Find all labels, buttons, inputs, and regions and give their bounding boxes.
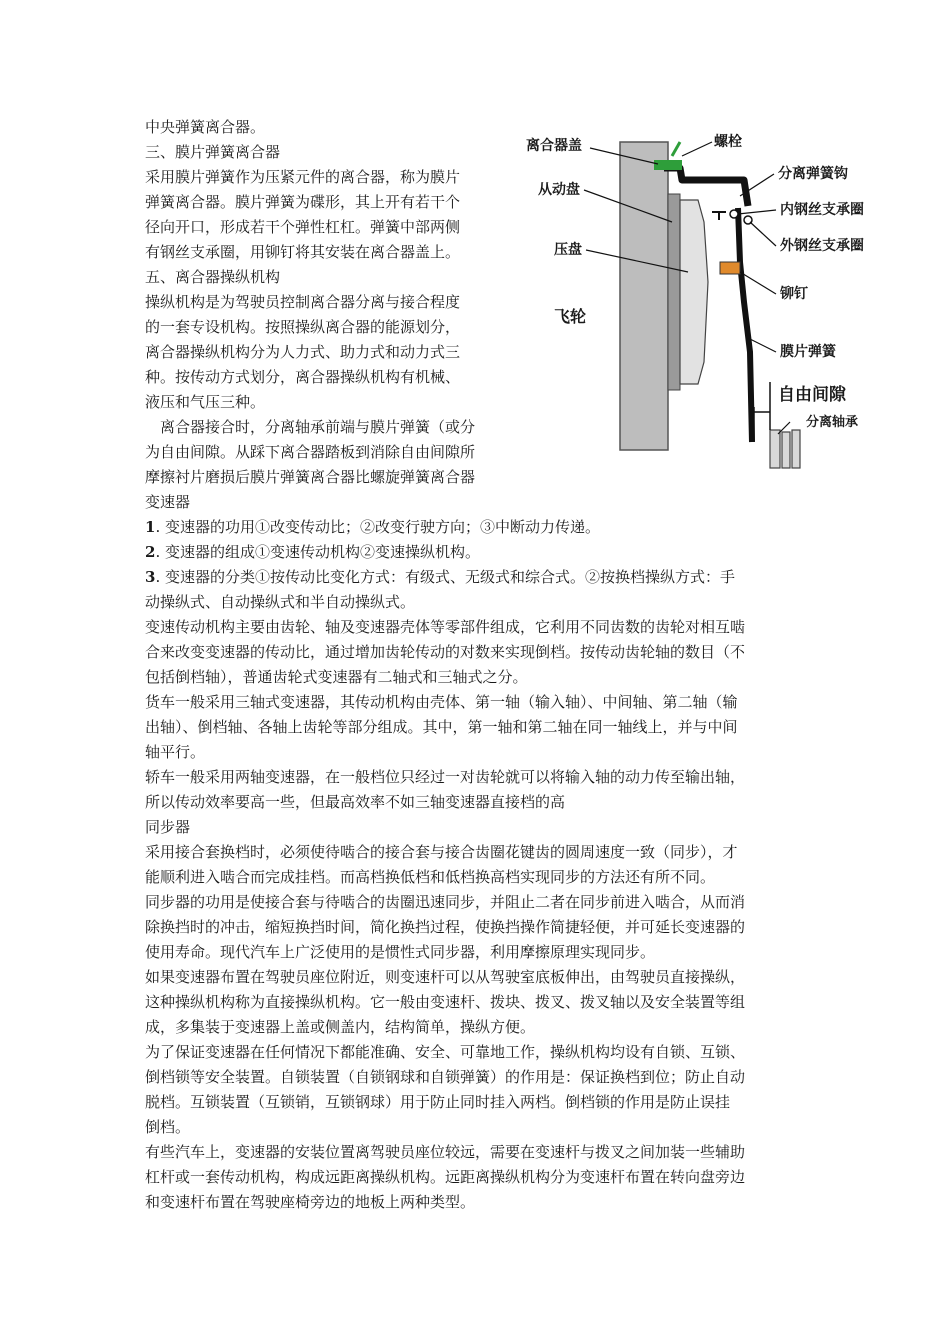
text-line: 货车一般采用三轴式变速器，其传动机构由壳体、第一轴（输入轴）、中间轴、第二轴（输	[145, 693, 738, 711]
text-line: 所以传动效率要高一些，但最高效率不如三轴变速器直接档的高	[145, 793, 566, 811]
text-line: 种。按传动方式划分，离合器操纵机构有机械、	[145, 368, 461, 386]
item-text: . 变速器的功用①改变传动比；②改变行驶方向；③中断动力传递。	[155, 518, 600, 536]
text-line: 的一套专设机构。按照操纵离合器的能源划分，	[145, 318, 461, 336]
section-heading: 变速器	[145, 493, 191, 511]
text-line: 有钢丝支承圈，用铆钉将其安装在离合器盖上。	[145, 243, 461, 261]
release-bearing-shape	[770, 430, 780, 468]
text-line: 操纵机构是为驾驶员控制离合器分离与接合程度	[145, 293, 461, 311]
clutch-diagram-svg	[512, 112, 890, 480]
text-line: 包括倒档轴），普通齿轮式变速器有二轴式和三轴式之分。	[145, 668, 528, 686]
text-line: 动操纵式、自动操纵式和半自动操纵式。	[145, 593, 416, 611]
text-line: 使用寿命。现代汽车上广泛使用的是惯性式同步器，利用摩擦原理实现同步。	[145, 943, 656, 961]
label-release-bearing: 分离轴承	[806, 415, 859, 430]
label-flywheel: 飞轮	[554, 307, 587, 326]
text-line: 弹簧离合器。膜片弹簧为碟形，其上开有若干个	[145, 193, 461, 211]
text-line: 变速传动机构主要由齿轮、轴及变速器壳体等零部件组成，它利用不同齿数的齿轮对相互啮	[145, 618, 746, 636]
item-text: . 变速器的分类①按传动比变化方式：有级式、无级式和综合式。②按换档操纵方式：手	[155, 568, 735, 586]
flywheel-shape	[620, 142, 668, 450]
numbered-item	[145, 566, 735, 588]
label-pressure-plate: 压盘	[554, 242, 582, 258]
label-inner-ring: 内钢丝支承圈	[780, 202, 864, 218]
text-line: 成，多集装于变速器上盖或侧盖内，结构简单，操纵方便。	[145, 1018, 536, 1036]
text-line: 同步器的功用是使接合套与待啮合的齿圈迅速同步，并阻止二者在同步前进入啮合，从而消	[145, 893, 746, 911]
numbered-item	[145, 541, 480, 563]
label-release-hook: 分离弹簧钩	[778, 166, 848, 182]
label-rivet: 铆钉	[780, 286, 808, 302]
text-line: 采用接合套换档时，必须使待啮合的接合套与接合齿圈花键齿的圆周速度一致（同步），才	[145, 843, 738, 861]
text-line: 轴平行。	[145, 743, 206, 761]
section-heading: 同步器	[145, 818, 191, 836]
text-line: 轿车一般采用两轴变速器，在一般档位只经过一对齿轮就可以将输入轴的动力传至输出轴，	[145, 768, 746, 786]
label-cover: 离合器盖	[526, 138, 582, 154]
section-heading: 五、离合器操纵机构	[145, 268, 281, 286]
text-line: 倒档锁等安全装置。自锁装置（自锁钢球和自锁弹簧）的作用是：保证换档到位；防止自动	[145, 1068, 746, 1086]
text-line: 出轴）、倒档轴、各轴上齿轮等部分组成。其中，第一轴和第二轴在同一轴线上，并与中间	[145, 718, 738, 736]
numbered-item	[145, 516, 600, 538]
text-line: 离合器接合时，分离轴承前端与膜片弹簧（或分	[160, 418, 476, 436]
pressure-plate-shape	[680, 200, 708, 384]
text-line: 径向开口，形成若干个弹性杠杠。弹簧中部两侧	[145, 218, 461, 236]
text-line: 脱档。互锁装置（互锁销，互锁钢球）用于防止同时挂入两档。倒档锁的作用是防止误挂	[145, 1093, 731, 1111]
label-free-gap: 自由间隙	[778, 385, 846, 405]
text-line: 能顺利进入啮合而完成挂档。而高档换低档和低档换高档实现同步的方法还有所不同。	[145, 868, 716, 886]
label-bolt: 螺栓	[714, 134, 742, 150]
bolt-shape	[654, 160, 682, 170]
text-line: 为自由间隙。从踩下离合器踏板到消除自由间隙所	[145, 443, 476, 461]
label-driven-disc: 从动盘	[538, 182, 580, 198]
item-number: 3	[145, 568, 156, 586]
text-line: 有些汽车上，变速器的安装位置离驾驶员座位较远，需要在变速杆与拨叉之间加装一些辅助	[145, 1143, 746, 1161]
label-diaphragm: 膜片弹簧	[780, 344, 836, 360]
text-line: 摩擦衬片磨损后膜片弹簧离合器比螺旋弹簧离合器	[145, 468, 476, 486]
text-line: 倒档。	[145, 1118, 191, 1136]
section-heading: 三、膜片弹簧离合器	[145, 143, 281, 161]
text-line: 采用膜片弹簧作为压紧元件的离合器，称为膜片	[145, 168, 461, 186]
text-line: 为了保证变速器在任何情况下都能准确、安全、可靠地工作，操纵机构均设有自锁、互锁、	[145, 1043, 746, 1061]
text-line: 和变速杆布置在驾驶座椅旁边的地板上两种类型。	[145, 1193, 476, 1211]
inner-ring-shape	[730, 210, 738, 218]
text-line: 合来改变变速器的传动比，通过增加齿轮传动的对数来实现倒档。按传动齿轮轴的数目（不	[145, 643, 746, 661]
text-line: 杠杆或一套传动机构，构成远距离操纵机构。远距离操纵机构分为变速杆布置在转向盘旁边	[145, 1168, 746, 1186]
clutch-diagram	[512, 112, 890, 480]
text-line: 如果变速器布置在驾驶员座位附近，则变速杆可以从驾驶室底板伸出，由驾驶员直接操纵，	[145, 968, 746, 986]
text-line: 这种操纵机构称为直接操纵机构。它一般由变速杆、拨块、拨叉、拨叉轴以及安全装置等组	[145, 993, 746, 1011]
text-line: 中央弹簧离合器。	[145, 118, 266, 136]
item-text: . 变速器的组成①变速传动机构②变速操纵机构。	[155, 543, 480, 561]
label-outer-ring: 外钢丝支承圈	[780, 238, 864, 254]
driven-disc-shape	[668, 194, 680, 390]
text-line: 离合器操纵机构分为人力式、助力式和动力式三	[145, 343, 461, 361]
item-number: 1	[145, 518, 156, 536]
item-number: 2	[145, 543, 156, 561]
rivet-shape	[720, 262, 740, 274]
text-line: 液压和气压三种。	[145, 393, 266, 411]
text-line: 除换挡时的冲击，缩短换挡时间，简化换挡过程，使换挡操作简捷轻便，并可延长变速器的	[145, 918, 746, 936]
